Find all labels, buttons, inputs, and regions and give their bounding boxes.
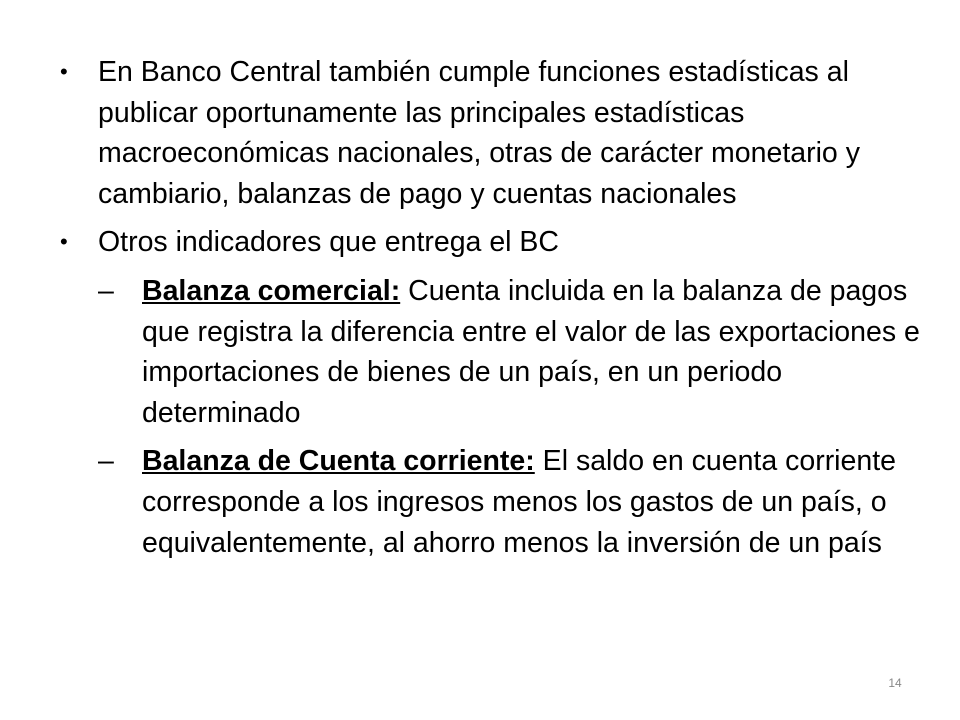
- bullet-text: En Banco Central también cumple funciones estadísticas al publicar oportunamente las principales estadísticas macroeconómicas nacionales, otras de carácter monetario y cambiario, balanzas de pago y cuentas nacionales: [98, 56, 860, 210]
- term-balanza-comercial: Balanza comercial:: [142, 274, 401, 307]
- term-balanza-cuenta-corriente: Balanza de Cuenta corriente:: [142, 445, 535, 478]
- slide-body: [60, 52, 930, 571]
- bullet-item: [60, 222, 930, 263]
- sub-bullet-item: [60, 271, 930, 433]
- bullet-item: [60, 52, 930, 214]
- dash-marker: –: [98, 445, 114, 478]
- bullet-marker: •: [60, 59, 68, 84]
- bullet-marker: •: [60, 229, 68, 255]
- definition-text: El saldo en cuenta corriente corresponde a los ingresos menos los gastos de un país, o equivalentemente, al ahorro menos la inversión de un país: [142, 445, 896, 559]
- bullet-text: Otros indicadores que entrega el BC: [98, 226, 560, 259]
- page-number: 14: [888, 676, 902, 690]
- dash-marker: –: [98, 274, 114, 307]
- definition-text: Cuenta incluida en la balanza de pagos que registra la diferencia entre el valor de las exportaciones e importaciones de bienes de un país, en un periodo determinado: [142, 274, 920, 429]
- sub-bullet-item: [60, 441, 930, 563]
